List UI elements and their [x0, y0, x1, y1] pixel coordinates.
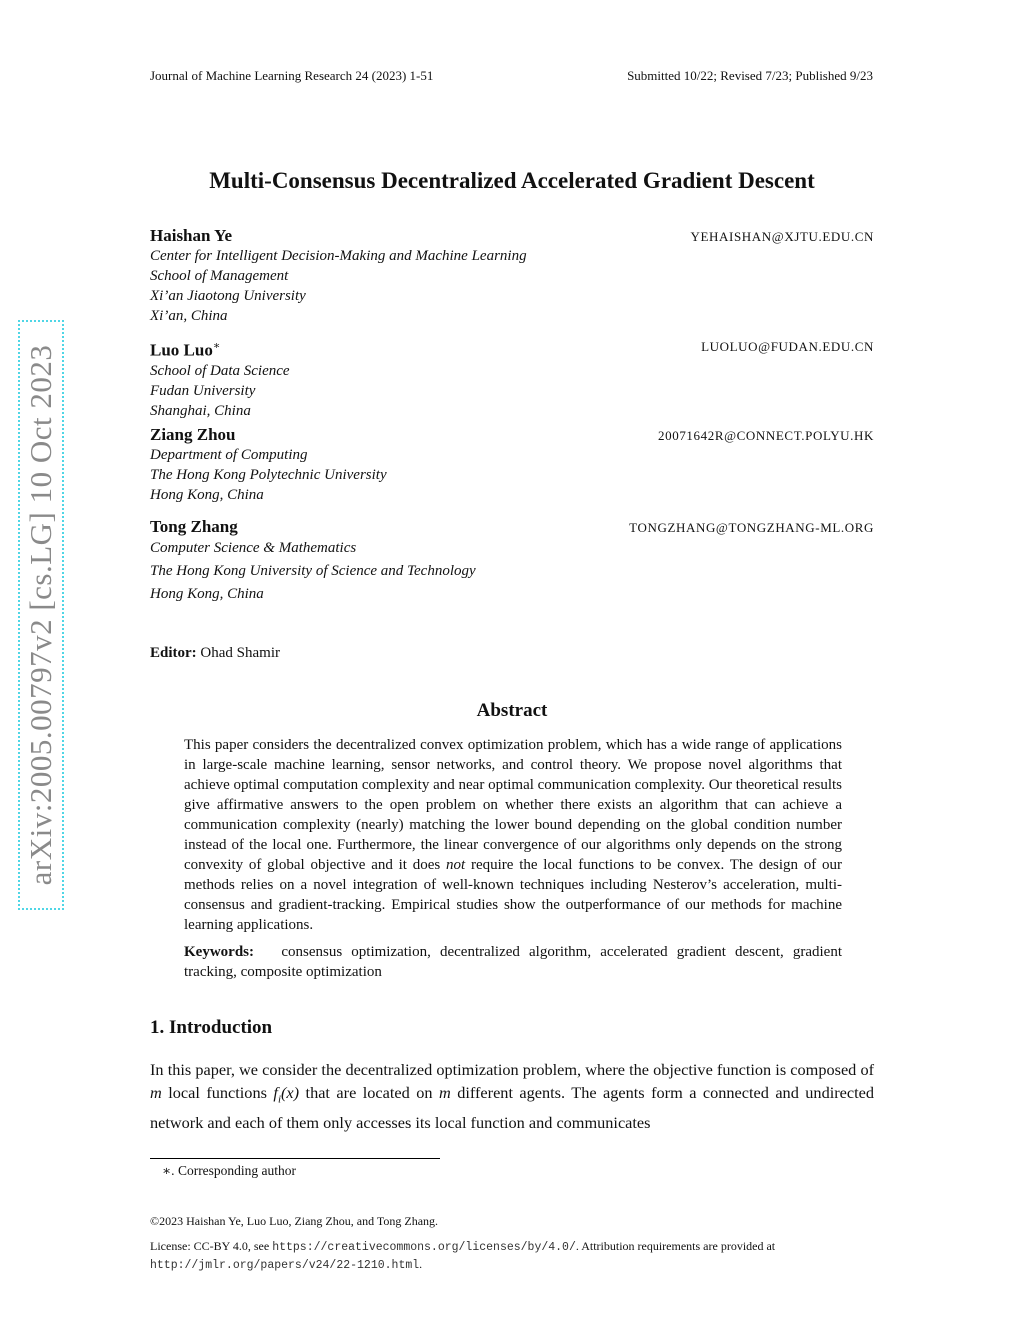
author-affiliation-line: Center for Intelligent Decision-Making and Machine Learning [150, 248, 527, 264]
license-link[interactable]: https://creativecommons.org/licenses/by/4.0/ [272, 1241, 576, 1254]
license-prefix: License: CC-BY 4.0, see [150, 1239, 270, 1253]
abstract-part: require the local functions to be convex. The design of our methods relies on a novel integration of well-known techniques including Nesterov’s acceleration, multi-consensus and gradient-tracking. Empirical studies show the outperformance of our methods for machine learning applications. [184, 857, 843, 933]
author-name: Ziang Zhou [150, 425, 236, 444]
keywords-text: consensus optimization, decentralized algorithm, accelerated gradient descent, gradient tracking, composite optimization [184, 944, 842, 980]
author-block [150, 517, 874, 606]
editor-label: Editor: [150, 645, 197, 661]
keywords-line [184, 942, 842, 982]
section-title: Introduction [169, 1017, 273, 1038]
arxiv-stamp-text: arXiv:2005.00797v2 [cs.LG] 10 Oct 2023 [23, 344, 58, 886]
paper-title: Multi-Consensus Decentralized Accelerated Gradient Descent [209, 168, 815, 193]
intro-text: that are located on [305, 1083, 433, 1102]
author-email: TONGZHANG@TONGZHANG-ML.ORG [629, 520, 874, 535]
abstract-emphasis: not [446, 857, 466, 873]
section-number: 1. [150, 1017, 165, 1038]
author-email: LUOLUO@FUDAN.EDU.CN [701, 339, 874, 354]
author-affiliation-line: Xi’an, China [150, 308, 228, 324]
author-block [150, 226, 874, 326]
editor-name: Ohad Shamir [200, 645, 280, 661]
intro-text: In this paper, we consider the decentralized optimization problem, where the objective function is composed of [150, 1060, 874, 1079]
section-heading [150, 1017, 272, 1039]
copyright-line: ©2023 Haishan Ye, Luo Luo, Ziang Zhou, and Tong Zhang. [150, 1214, 439, 1228]
math-arg: (x) [281, 1083, 300, 1102]
author-affiliation-line: School of Management [150, 268, 289, 284]
math-sub: i [277, 1093, 281, 1106]
license-text [150, 1238, 874, 1274]
submission-dates: Submitted 10/22; Revised 7/23; Published 9/23 [627, 68, 873, 83]
intro-paragraph [150, 1058, 874, 1134]
journal-header: Journal of Machine Learning Research 24 (2023) 1-51 [150, 68, 434, 83]
math-m: m [438, 1083, 451, 1102]
license-suffix: . [419, 1257, 423, 1271]
author-affiliation-line: The Hong Kong Polytechnic University [150, 467, 387, 483]
keywords-label: Keywords: [184, 944, 254, 960]
author-affiliation-line: Computer Science & Mathematics [150, 540, 357, 556]
license-middle: . Attribution requirements are provided at [575, 1239, 776, 1253]
math-m: m [150, 1083, 162, 1102]
author-email: YEHAISHAN@XJTU.EDU.CN [690, 229, 874, 244]
footnote-rule [150, 1158, 440, 1159]
paper-link[interactable]: http://jmlr.org/papers/v24/22-1210.html [150, 1259, 420, 1272]
abstract-part: This paper considers the decentralized convex optimization problem, which has a wide range of applications in large-scale machine learning, sensor networks, and control theory. We propose novel algorithms that achieve optimal computation complexity and near optimal communication complexity. Our theoretical results give affirmative answers to the open problem on whether there exists an algorithm that can achieve a communication complexity (nearly) matching the lower bound depending on the global condition number instead of the local one. Furthermore, the linear convergence of our algorithms only depends on the strong convexity of global objective and it does [184, 737, 843, 873]
author-name: Haishan Ye [150, 226, 233, 245]
author-affiliation-line: Hong Kong, China [150, 586, 264, 602]
author-affiliation-line: Hong Kong, China [150, 487, 264, 503]
author-name-text: Luo Luo [150, 340, 213, 360]
intro-text: local functions [168, 1083, 267, 1102]
math-f: f [273, 1083, 278, 1102]
footnote-mark: ∗. [162, 1163, 175, 1178]
author-affiliation-line: The Hong Kong University of Science and Technology [150, 563, 476, 579]
corresponding-mark: ∗ [212, 340, 221, 352]
intro-text: different agents. The agents form a connected and undirected network and each of them only accesses its local function and communicates [150, 1083, 875, 1133]
author-affiliation-line: Xi’an Jiaotong University [150, 288, 306, 304]
author-affiliation-line: Fudan University [150, 382, 256, 399]
author-affiliation-line: School of Data Science [150, 362, 290, 379]
abstract-text [184, 735, 842, 935]
author-name: Tong Zhang [150, 517, 238, 536]
footnote-text: Corresponding author [177, 1163, 297, 1178]
author-email: 20071642R@CONNECT.POLYU.HK [658, 428, 874, 443]
author-block [150, 425, 874, 505]
abstract-heading: Abstract [476, 700, 548, 721]
footnote [162, 1163, 296, 1179]
editor-line [150, 645, 280, 662]
author-block [150, 336, 874, 421]
arxiv-stamp[interactable] [18, 320, 64, 910]
math-fi [273, 1083, 300, 1106]
author-affiliation-line: Department of Computing [150, 447, 308, 463]
author-affiliation-line: Shanghai, China [150, 402, 251, 419]
